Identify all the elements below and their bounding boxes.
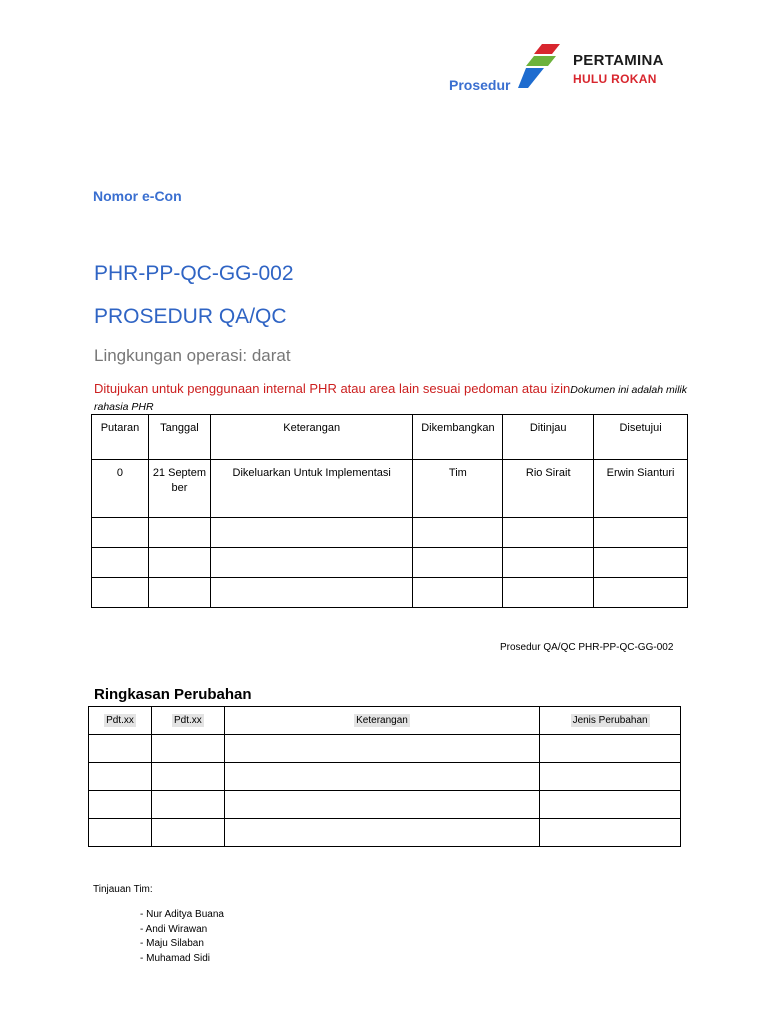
document-number: PHR-PP-QC-GG-002	[94, 262, 294, 285]
table-row	[89, 791, 681, 819]
list-item: - Andi Wirawan	[140, 923, 208, 935]
summary-title: Ringkasan Perubahan	[94, 686, 252, 703]
econ-label: Nomor e-Con	[93, 188, 182, 204]
cell: Rio Sirait	[503, 460, 594, 518]
header-cell: Keterangan	[210, 415, 413, 460]
header-cell: Jenis Perubahan	[540, 707, 681, 735]
document-subtitle: Lingkungan operasi: darat	[94, 346, 291, 365]
confidentiality-notice	[94, 381, 694, 415]
pertamina-logo	[516, 42, 686, 92]
list-item: - Maju Silaban	[140, 938, 204, 949]
summary-header-row	[89, 707, 681, 735]
table-row	[92, 548, 688, 578]
cell: 0	[92, 460, 149, 518]
header-cell: Tanggal	[148, 415, 210, 460]
logo-subtitle: HULU ROKAN	[573, 72, 657, 86]
header-label: Prosedur	[449, 77, 511, 93]
table-row	[89, 819, 681, 847]
notice-main: Ditujukan untuk penggunaan internal PHR atau area lain sesuai pedoman atau izin	[94, 381, 571, 396]
summary-table	[88, 706, 681, 847]
header-cell: Putaran	[92, 415, 149, 460]
list-item: - Muhamad Sidi	[140, 952, 211, 964]
cell: 21 September	[148, 460, 210, 518]
header-cell: Keterangan	[224, 707, 539, 735]
header-cell: Ditinjau	[503, 415, 594, 460]
header-cell: Dikembangkan	[413, 415, 503, 460]
table-row	[89, 735, 681, 763]
notice-italic: Dokumen ini adalah milik rahasia PHR	[94, 384, 687, 413]
header-cell: Disetujui	[594, 415, 688, 460]
cell: Erwin Sianturi	[594, 460, 688, 518]
reviewer-list	[140, 908, 224, 966]
logo-title: PERTAMINA	[573, 52, 664, 69]
table-row	[89, 763, 681, 791]
header-cell: Pdt.xx	[151, 707, 224, 735]
table-row	[92, 578, 688, 608]
document-title: PROSEDUR QA/QC	[94, 305, 287, 328]
revision-table	[91, 414, 688, 608]
table-row	[92, 518, 688, 548]
revision-header-row	[92, 415, 688, 460]
table-row	[92, 460, 688, 518]
list-item: - Nur Aditya Buana	[140, 909, 224, 920]
header-cell: Pdt.xx	[89, 707, 152, 735]
footer-reference: Prosedur QA/QC PHR-PP-QC-GG-002	[500, 642, 674, 653]
pertamina-logo-icon	[516, 42, 572, 92]
cell: Dikeluarkan Untuk Implementasi	[210, 460, 413, 518]
cell: Tim	[413, 460, 503, 518]
review-label: Tinjauan Tim:	[93, 884, 153, 895]
